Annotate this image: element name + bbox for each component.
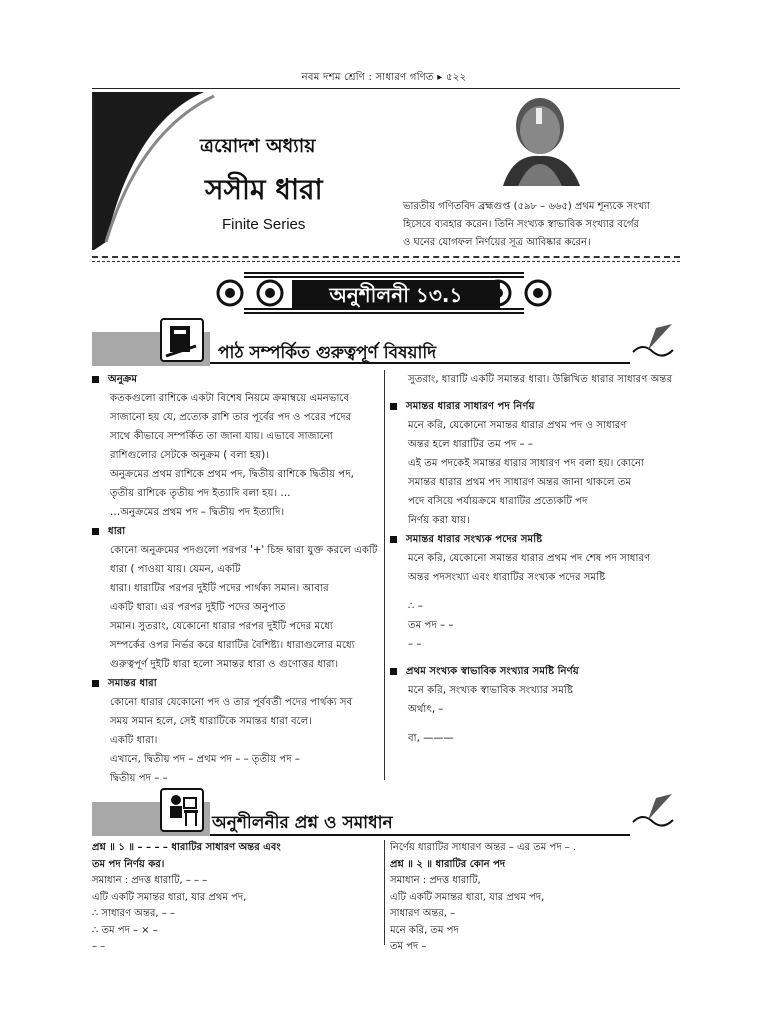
text-line: তৃতীয় রাশিকে তৃতীয় পদ ইত্যাদি বলা হয়। …: [110, 488, 291, 499]
right-column: [390, 370, 680, 748]
chapter-number: ত্রয়োদশ অধ্যায়: [200, 135, 316, 157]
text-line: অর্থাৎ, –: [408, 704, 444, 715]
text-line: ∴ –: [408, 601, 423, 612]
text-line: মনে করি, যেকোনো সমান্তর ধারার প্রথম পদ শেষ পদ সাধারণ: [408, 553, 651, 564]
dashed-rule: [92, 256, 680, 258]
paragraph: [390, 416, 680, 530]
text-line: – –: [408, 639, 422, 650]
question-1-cont: তম পদ নির্ণয় কর।: [92, 858, 165, 870]
text-line: সম্পর্কের ওপর নির্ভর করে ধারাটির বৈশিষ্ট্য। ধারাগুলোর মধ্যে: [110, 640, 355, 651]
text-line: মনে করি, যেকোনো সমান্তর ধারার প্রথম পদ ও সাধারণ: [408, 420, 627, 431]
heading-sum-of-terms: সমান্তর ধারার সংখ্যক পদের সমষ্টি: [390, 530, 680, 549]
text-line: ধারা ( পাওয়া যায়। যেমন, একটি: [110, 564, 241, 575]
solution-line: সমাধান : প্রদত্ত ধারাটি, – – –: [92, 875, 208, 886]
text-line: [408, 587, 680, 597]
text-line: …অনুক্রমের প্রথম পদ – দ্বিতীয় পদ ইত্যাদি।: [110, 507, 285, 518]
portrait-image: [488, 94, 588, 186]
student-desk-icon: [160, 788, 204, 832]
solution-line: এটি একটি সমান্তর ধারা, যার প্রথম পদ,: [92, 891, 247, 903]
paragraph: [92, 693, 378, 788]
text-line: একটি ধারা।: [110, 735, 158, 746]
text-line: তম পদ – –: [408, 620, 454, 631]
column-divider: [384, 840, 385, 945]
text-line: সমান্তর ধারার প্রথম পদ সাধারণ অন্তর জানা থাকলে তম: [408, 477, 632, 488]
text-line: সাজানো হয় যে, প্রত্যেক রাশি তার পূর্বের পদ ও পরের পদের: [110, 412, 352, 423]
heading-natural-number-sum: প্রথম সংখ্যক স্বাভাবিক সংখ্যার সমষ্টি নির্ণয়: [390, 662, 680, 681]
text-line: রাশিগুলোর সেটকে অনুক্রম ( বলা হয়)।: [110, 450, 269, 461]
section-rule: [210, 362, 630, 364]
header-rule: [92, 88, 680, 89]
text-line: মনে করি, সংখ্যক স্বাভাবিক সংখ্যার সমষ্টি: [408, 685, 573, 696]
solution-line: এটি একটি সমান্তর ধারা, যার প্রথম পদ,: [390, 891, 545, 903]
paragraph: [390, 681, 680, 748]
dashed-rule: [92, 261, 680, 262]
text-line: ধারা। ধারাটির পরপর দুইটি পদের পার্থক্য সমান। আবার: [110, 583, 329, 594]
paragraph: [92, 389, 378, 522]
solution-line: – –: [92, 941, 106, 952]
pen-writing-icon: [628, 792, 678, 832]
qa-left: [92, 840, 380, 956]
answer-line: নির্ণেয় ধারাটির সাধারণ অন্তর – এর তম পদ – .: [390, 842, 577, 853]
left-column: [92, 370, 378, 788]
section-title: পাঠ সম্পর্কিত গুরুত্বপূর্ণ বিষয়াদি: [218, 343, 437, 363]
paragraph: [390, 549, 680, 654]
text-line: কোনো ধারার যেকোনো পদ ও তার পূর্ববর্তী পদের পার্থক্য সব: [110, 697, 353, 708]
qa-right: [390, 840, 680, 956]
heading-arithmetic-series: সমান্তর ধারা: [92, 674, 378, 693]
text-line: সমান। সুতরাং, যেকোনো ধারার পরপর দুইটি পদের মধ্যে: [110, 621, 333, 632]
paragraph: [92, 541, 378, 674]
pen-writing-icon: [628, 322, 678, 362]
text-line: অন্তর পদসংখ্যা এবং ধারাটির সংখ্যক পদের সমষ্টি: [408, 572, 606, 583]
question-2: প্রশ্ন ॥ ২ ॥ ধারাটির কোন পদ: [390, 858, 506, 870]
heading-general-term: সমান্তর ধারার সাধারণ পদ নির্ণয়: [390, 397, 680, 416]
text-line: এখানে, দ্বিতীয় পদ – প্রথম পদ – – তৃতীয় পদ –: [110, 754, 300, 765]
text-line: অনুক্রমের প্রথম রাশিকে প্রথম পদ, দ্বিতীয় রাশিকে দ্বিতীয় পদ,: [110, 469, 354, 480]
chapter-title: সসীম ধারা: [205, 173, 323, 206]
section-title: অনুশীলনীর প্রশ্ন ও সমাধান: [212, 813, 393, 833]
solution-line: মনে করি, তম পদ: [390, 924, 459, 936]
solution-line: সমাধান : প্রদত্ত ধারাটি,: [390, 875, 481, 886]
biography-note: [403, 198, 683, 252]
solution-line: ∴ সাধারণ অন্তর, – –: [92, 908, 175, 919]
text-line: গুরুত্বপূর্ণ দুইটি ধারা হলো সমান্তর ধারা ও গুণোত্তর ধারা।: [110, 659, 339, 670]
exercise-label: অনুশীলনী ১৩.১: [292, 280, 500, 310]
solution-line: তম পদ –: [390, 941, 427, 952]
column-divider: [384, 370, 385, 780]
text-line: সাথে কীভাবে সম্পর্কিত তা জানা যায়। এভাবে সাজানো: [110, 431, 333, 442]
running-head: নবম দশম শ্রেণি : সাধারণ গণিত ▸ ৫২২: [301, 72, 467, 83]
text-line: দ্বিতীয় পদ – –: [110, 773, 168, 784]
text-line: সময় সমান হলে, সেই ধারাটিকে সমান্তর ধারা বলে।: [110, 716, 313, 727]
text-line: এই তম পদকেই সমান্তর ধারার সাধারণ পদ বলা হয়। কোনো: [408, 458, 645, 469]
section-rule: [210, 834, 630, 836]
text-line: অন্তর হলে ধারাটির তম পদ – –: [408, 439, 533, 450]
bio-line: ভারতীয় গণিতবিদ ব্রহ্মগুপ্ত (৫৯৮ – ৬৬৫) প্রথম শূন্যকে সংখ্যা: [403, 201, 650, 212]
heading-sequence: অনুক্রম: [92, 370, 378, 389]
heading-series: ধারা: [92, 522, 378, 541]
chapter-title-english: Finite Series: [222, 216, 306, 233]
text-line: সুতরাং, ধারাটি একটি সমান্তর ধারা। উল্লিখিত ধারার সাধারণ অন্তর: [408, 374, 673, 385]
solution-line: সাধারণ অন্তর, –: [390, 908, 456, 919]
bio-line: ও ঘনের যোগফল নির্ণয়ের সূত্র আবিষ্কার করেন।: [403, 237, 591, 248]
question-1: প্রশ্ন ॥ ১ ॥ – – – – ধারাটির সাধারণ অন্তর এবং: [92, 842, 281, 853]
text-line: একটি ধারা। এর পরপর দুইটি পদের অনুপাত: [110, 602, 286, 613]
text-line: নির্ণয় করা যায়।: [408, 515, 470, 526]
solution-line: ∴ তম পদ – × –: [92, 924, 158, 936]
text-line: [408, 719, 680, 729]
text-line: কতকগুলো রাশিকে একটা বিশেষ নিয়মে ক্রমাম্বয়ে এমনভাবে: [110, 393, 350, 404]
text-line: পদে বসিয়ে পর্যায়ক্রমে ধারাটির প্রত্যেকটি পদ: [408, 496, 588, 507]
book-reader-icon: [160, 318, 204, 362]
text-line: বা, ———: [408, 733, 454, 744]
text-line: কোনো অনুক্রমের পদগুলো পরপর '+' চিহ্ন দ্বারা যুক্ত করলে একটি: [110, 545, 378, 556]
bio-line: হিসেবে ব্যবহার করেন। তিনি সংখ্যক স্বাভাবিক সংখ্যার বর্গের: [403, 219, 640, 230]
